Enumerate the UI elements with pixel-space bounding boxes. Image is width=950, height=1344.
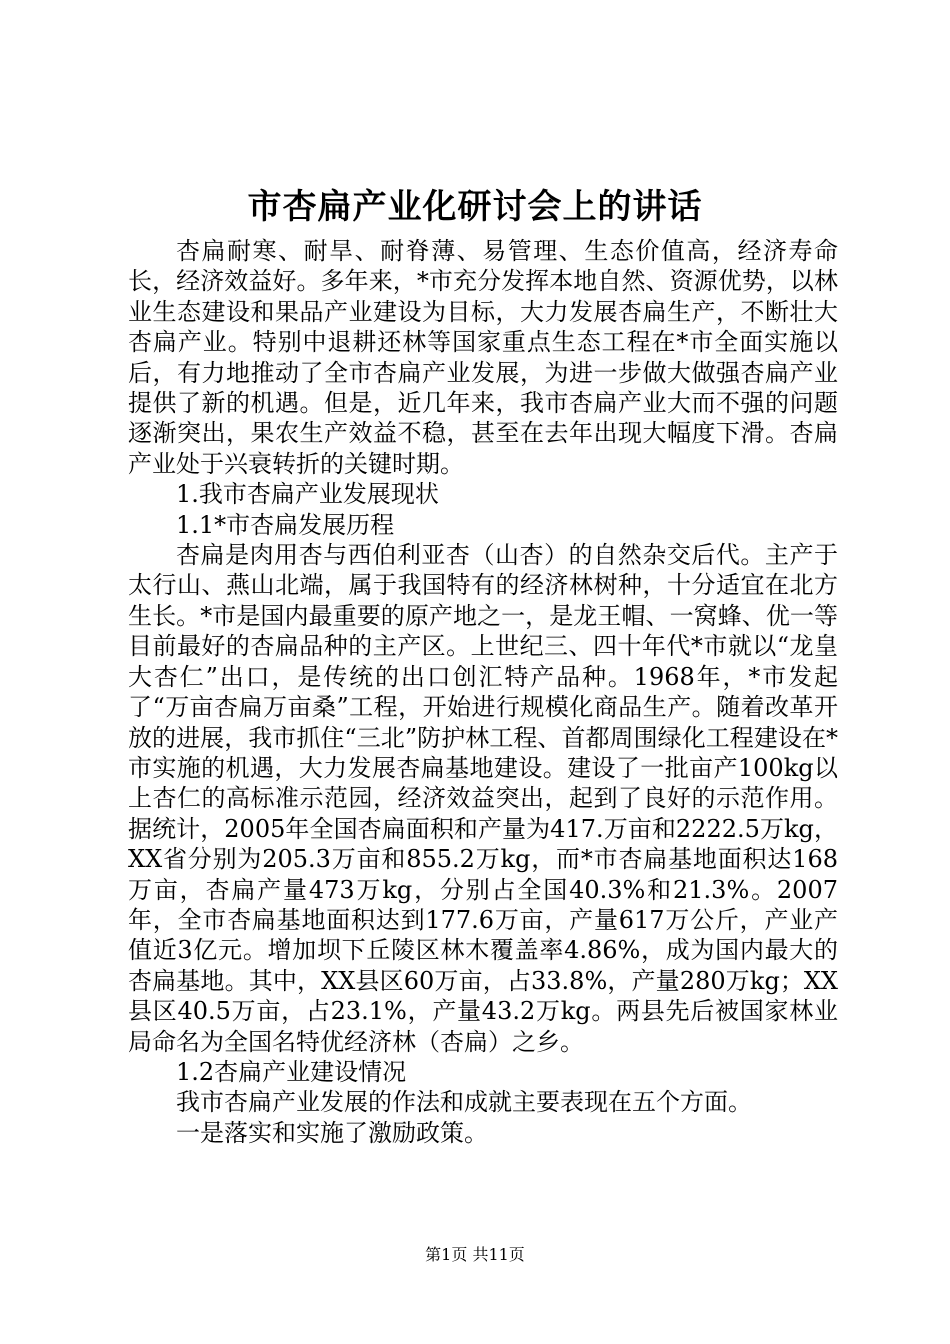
document-title: 市杏扁产业化研讨会上的讲话 [247,187,703,227]
subsection-heading-1-1: 1.1*市杏扁发展历程 [176,510,395,539]
history-paragraph: 杏扁是肉用杏与西伯利亚杏（山杏）的自然杂交后代。主产于太行山、燕山北端，属于我国特有的经济林树种，十分适宜在北方生长。*市是国内最重要的原产地之一，是龙王帽、一窝蜂、优一等目前最好的杏扁品种的主产区。上世纪三、四十年代*市就以“龙皇大杏仁”出口，是传统的出口创汇特产品种。1968年，*市发起了“万亩杏扁万亩桑”工程，开始进行规模化商品生产。随着改革开放的进展，我市抓住“三北”防护林工程、首都周围绿化工程建设在*市实施的机遇，大力发展杏扁基地建设。建设了一批亩产100kg以上杏仁的高标准示范园，经济效益突出，起到了良好的示范作用。据统计，2005年全国杏扁面积和产量为417.万亩和2222.5万kg，XX省分别为205.3万亩和855.2万kg，而*市杏扁基地面积达168万亩，杏扁产量473万kg，分别占全国40.3%和21.3%。2007年，全市杏扁基地面积达到177.6万亩，产量617万公斤，产业产值近3亿元。增加坝下丘陵区林木覆盖率4.86%，成为国内最大的杏扁基地。其中，XX县区60万亩，占33.8%，产量280万kg；XX县区40.5万亩，占23.1%，产量43.2万kg。两县先后被国家林业局命名为全国名特优经济林（杏扁）之乡。 [128,541,838,1056]
section-heading-1: 1.我市杏扁产业发展现状 [176,480,439,509]
policy-paragraph: 一是落实和实施了激励政策。 [176,1118,488,1147]
page-number-footer: 第1页 共11页 [425,1245,525,1264]
intro-paragraph: 杏扁耐寒、耐旱、耐脊薄、易管理、生态价值高，经济寿命长，经济效益好。多年来，*市充分发挥本地自然、资源优势，以林业生态建设和果品产业建设为目标，大力发展杏扁生产，不断壮大杏扁产业。特别中退耕还林等国家重点生态工程在*市全面实施以后，有力地推动了全市杏扁产业发展，为进一步做大做强杏扁产业提供了新的机遇。但是，近几年来，我市杏扁产业大而不强的问题逐渐突出，果农生产效益不稳，甚至在去年出现大幅度下滑。杏扁产业处于兴衰转折的关键时期。 [128,237,838,478]
document-body [128,236,838,1148]
subsection-heading-1-2: 1.2杏扁产业建设情况 [176,1057,407,1086]
summary-paragraph: 我市杏扁产业发展的作法和成就主要表现在五个方面。 [176,1088,752,1117]
